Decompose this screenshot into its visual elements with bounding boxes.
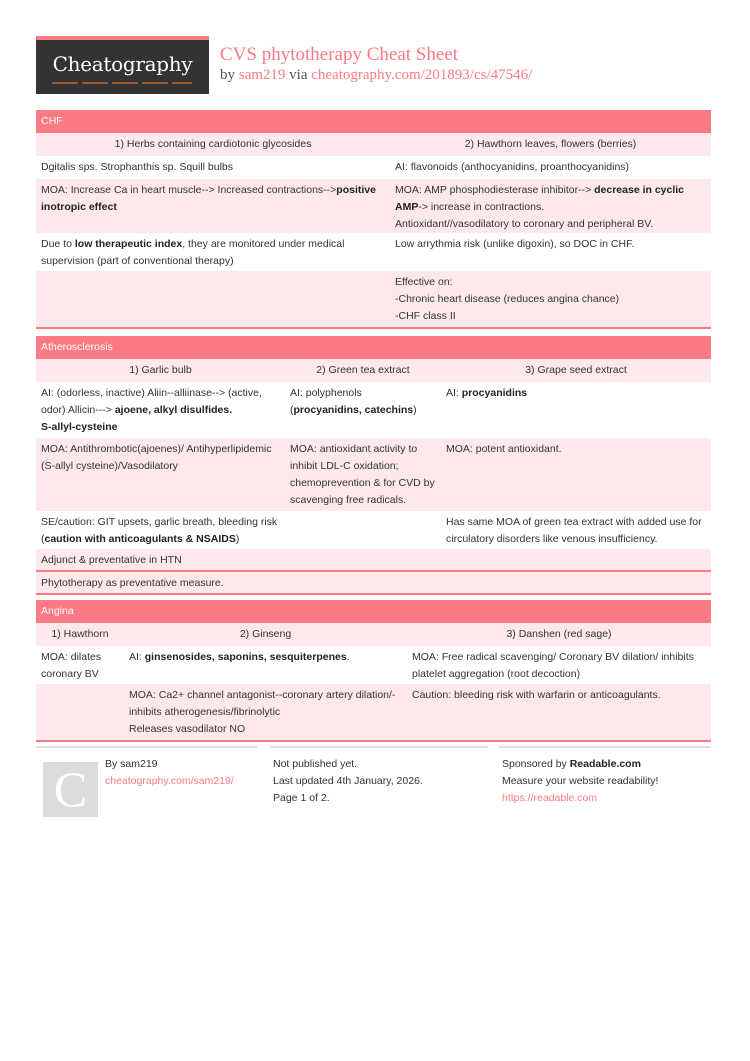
- table-row: [36, 549, 711, 570]
- column-header: 1) Herbs containing cardiotonic glycosides: [114, 138, 312, 150]
- sponsor-tagline: Measure your website readability!: [502, 775, 659, 787]
- cell-text: MOA: Ca2+ channel antagonist--coronary artery dilation/-inhibits atherogenesis/fibrinolytic: [129, 689, 396, 718]
- logo-text: Cheatography: [52, 52, 193, 76]
- page-header: [36, 36, 716, 94]
- author-link[interactable]: sam219: [238, 67, 286, 83]
- footer-status: [273, 756, 483, 807]
- cell-text: SE/caution: GIT upsets, garlic breath, bleeding risk (: [41, 516, 278, 545]
- cell-text: AI:: [129, 651, 145, 663]
- section-chf: [36, 110, 711, 329]
- table-cell: MOA: Antithrombotic(ajoenes)/ Antihyperlipidemic (S-allyl cysteine)/Vasodilatory: [41, 443, 272, 472]
- cell-bold-text: positive inotropic effect: [41, 184, 376, 213]
- table-cell: [36, 382, 285, 438]
- cell-bold-text: decrease in cyclic AMP: [395, 184, 685, 213]
- table-cell: Adjunct & preventative in HTN: [41, 554, 182, 566]
- column-header: 2) Ginseng: [239, 628, 292, 640]
- cell-bold-text: procyanidins, catechins: [293, 404, 414, 416]
- footer-sponsor: [502, 756, 712, 807]
- cell-text: Due to: [41, 238, 75, 250]
- cell-text: AI: polyphenols (: [290, 387, 362, 416]
- table-row: [36, 646, 711, 684]
- table-header-row: [36, 133, 711, 156]
- cell-bold-text: ajoene, alkyl disulfides.: [114, 404, 233, 416]
- cell-text: .: [346, 651, 350, 663]
- cell-text: Antioxidant//vasodilatory to coronary and peripheral BV.: [395, 218, 654, 230]
- table-cell: MOA: potent antioxidant.: [446, 443, 562, 455]
- logo-underline: [52, 82, 192, 84]
- byline: [220, 67, 532, 84]
- via-text: via: [289, 67, 308, 83]
- table-row: [36, 511, 711, 549]
- footer-sponsor-column: [499, 746, 711, 804]
- cell-bold-text: low therapeutic index: [74, 238, 183, 250]
- avatar: C: [43, 762, 98, 817]
- cell-text: -CHF class II: [395, 310, 456, 322]
- table-cell-empty: [36, 684, 124, 740]
- table-cell: Dgitalis sps. Strophanthis sp. Squill bulbs: [41, 161, 234, 173]
- cell-text: Effective on:: [395, 276, 453, 288]
- table-cell: [36, 511, 285, 549]
- section-divider: [36, 593, 711, 595]
- table-header-row: [36, 359, 711, 382]
- cheatography-logo[interactable]: [36, 36, 209, 94]
- sheet-url-link[interactable]: cheatography.com/201893/cs/47546/: [311, 67, 533, 83]
- sponsor-link[interactable]: https://readable.com: [502, 792, 598, 804]
- table-header-row: [36, 623, 711, 646]
- footer-author-column: [36, 746, 257, 817]
- cell-text: , they are monitored under medical supervision (part of conventional therapy): [41, 238, 345, 267]
- table-cell: [390, 179, 711, 233]
- section-note: Phytotherapy as preventative measure.: [41, 577, 224, 589]
- page-title: CVS phytotherapy Cheat Sheet: [220, 44, 458, 65]
- cell-text: MOA: AMP phosphodiesterase inhibitor-->: [395, 184, 595, 196]
- table-row: [36, 684, 711, 740]
- table-cell: AI: flavonoids (anthocyanidins, proanthocyanidins): [395, 161, 630, 173]
- table-cell: [124, 684, 407, 740]
- section-divider: [36, 740, 711, 742]
- table-row: [36, 382, 711, 438]
- cell-text: AI:: [446, 387, 462, 399]
- table-cell: [36, 233, 390, 271]
- table-row: [36, 179, 711, 233]
- table-cell-empty: [285, 511, 441, 549]
- column-header: 1) Garlic bulb: [129, 364, 192, 376]
- cell-bold-text: ginsenosides, saponins, sesquiterpenes: [144, 651, 347, 663]
- section-title: CHF: [36, 110, 711, 133]
- page-number: Page 1 of 2.: [273, 792, 330, 804]
- table-cell: Low arrythmia risk (unlike digoxin), so DOC in CHF.: [395, 238, 635, 250]
- footer-status-column: [270, 746, 488, 804]
- section-title: Angina: [36, 600, 711, 623]
- footer-divider: [270, 746, 488, 748]
- section-divider: [36, 327, 711, 329]
- section-atherosclerosis: [36, 336, 711, 595]
- publish-status: Not published yet.: [273, 758, 358, 770]
- column-header: 2) Green tea extract: [316, 364, 410, 376]
- table-cell: [124, 646, 407, 684]
- footer-author: [105, 756, 265, 790]
- table-cell: [36, 179, 390, 233]
- cell-bold-text: procyanidins: [461, 387, 528, 399]
- table-cell: [390, 271, 711, 327]
- table-row: [36, 271, 711, 327]
- column-header: 2) Hawthorn leaves, flowers (berries): [464, 138, 637, 150]
- cell-text: -> increase in contractions.: [418, 201, 545, 213]
- column-header: 3) Grape seed extract: [525, 364, 627, 376]
- table-cell: Caution: bleeding risk with warfarin or anticoagulants.: [412, 689, 661, 701]
- table-cell: MOA: antioxidant activity to inhibit LDL-C oxidation; chemoprevention & for CVD by scavenging free radicals.: [290, 443, 435, 506]
- last-updated: Last updated 4th January, 2026.: [273, 775, 423, 787]
- table-cell: MOA: Free radical scavenging/ Coronary BV dilation/ inhibits platelet aggregation (root decoction): [412, 651, 694, 680]
- cell-text: ): [235, 533, 240, 545]
- cell-bold-text: caution with anticoagulants & NSAIDS: [44, 533, 236, 545]
- table-row: [36, 438, 711, 511]
- column-header: 1) Hawthorn: [51, 628, 109, 640]
- cell-text: -Chronic heart disease (reduces angina chance): [395, 293, 620, 305]
- table-row: [36, 233, 711, 271]
- table-cell: [285, 382, 441, 438]
- section-angina: [36, 600, 711, 742]
- table-cell: [441, 382, 711, 438]
- page-footer: [36, 746, 711, 826]
- footer-divider: [499, 746, 711, 748]
- section-title: Atherosclerosis: [36, 336, 711, 359]
- cell-text: AI: (odorless, inactive) Aliin--alliinase--> (active, odor) Allicin--->: [41, 387, 262, 416]
- cell-text: ): [413, 404, 417, 416]
- cell-bold-text: S-allyl-cysteine: [41, 421, 118, 433]
- table-row: [36, 156, 711, 179]
- footer-divider: [36, 746, 257, 748]
- sponsor-name: Readable.com: [569, 758, 641, 770]
- by-label: By: [105, 758, 121, 770]
- cell-text: MOA: Increase Ca in heart muscle--> Increased contractions-->: [41, 184, 337, 196]
- sponsored-label: Sponsored by: [502, 758, 570, 770]
- by-prefix: by: [220, 67, 235, 83]
- cell-text: Releases vasodilator NO: [129, 723, 246, 735]
- table-cell: MOA: dilates coronary BV: [41, 651, 102, 680]
- section-note-row: [36, 572, 711, 593]
- table-cell-empty: [36, 271, 390, 327]
- table-cell: Has same MOA of green tea extract with added use for circulatory disorders like venous insufficiency.: [446, 516, 702, 545]
- footer-author-link[interactable]: cheatography.com/sam219/: [105, 775, 234, 787]
- column-header: 3) Danshen (red sage): [506, 628, 612, 640]
- footer-author-name: sam219: [120, 758, 158, 770]
